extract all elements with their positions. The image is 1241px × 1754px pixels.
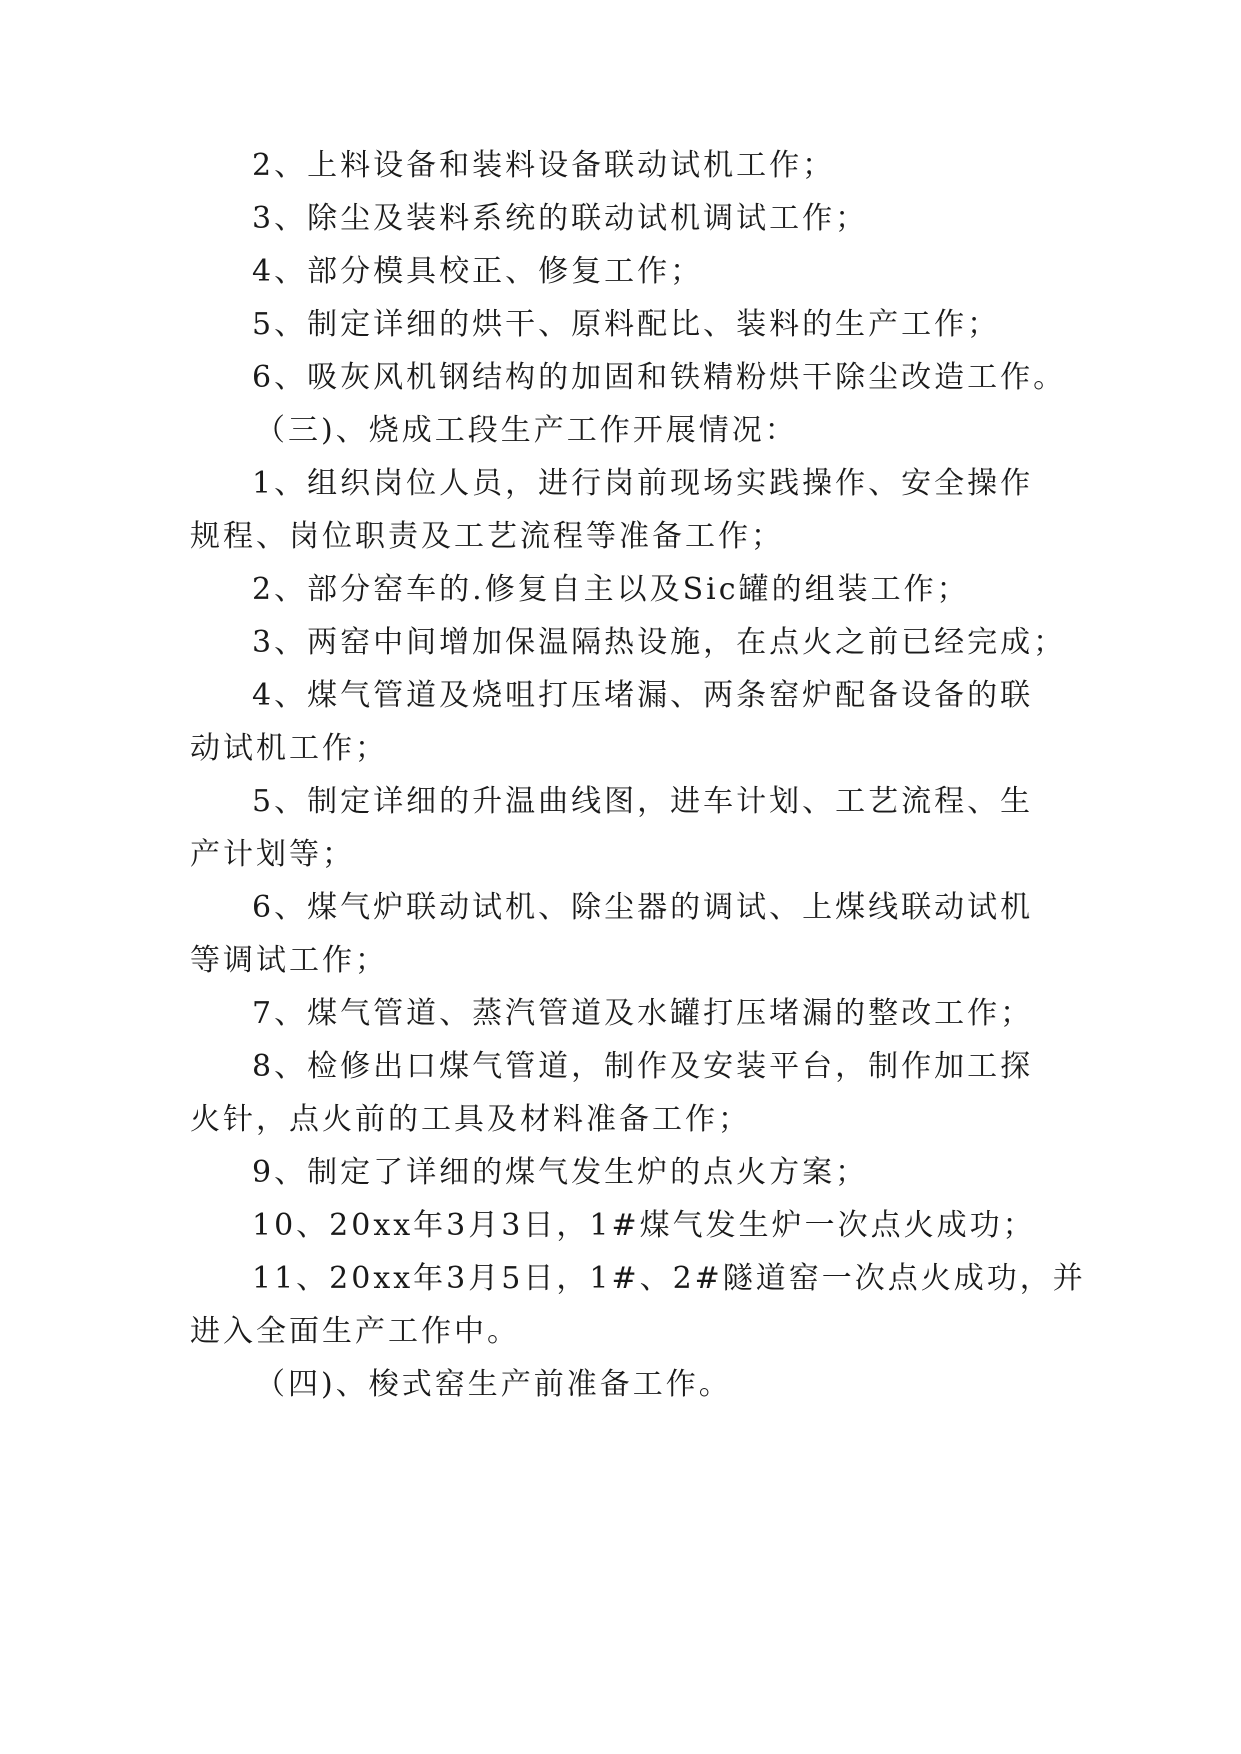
paragraph-line: 11、20xx年3月5日，1#、2#隧道窑一次点火成功，并: [252, 1261, 1086, 1296]
paragraph-line: 2、上料设备和装料设备联动试机工作；: [252, 148, 836, 183]
paragraph-line: 6、吸灰风机钢结构的加固和铁精粉烘干除尘改造工作。: [252, 360, 1067, 395]
paragraph-line: 1、组织岗位人员，进行岗前现场实践操作、安全操作: [252, 466, 1034, 501]
paragraph-line: 5、制定详细的烘干、原料配比、装料的生产工作；: [252, 307, 1001, 342]
paragraph-line: 10、20xx年3月3日，1#煤气发生炉一次点火成功；: [252, 1208, 1036, 1243]
section-heading: （三)、烧成工段生产工作开展情况：: [255, 413, 798, 448]
paragraph-line: 动试机工作；: [190, 731, 388, 766]
paragraph-line: 3、两窑中间增加保温隔热设施，在点火之前已经完成；: [252, 625, 1067, 660]
paragraph-line: 6、煤气炉联动试机、除尘器的调试、上煤线联动试机: [252, 890, 1034, 925]
paragraph-line: 规程、岗位职责及工艺流程等准备工作；: [190, 519, 784, 554]
paragraph-line: 3、除尘及装料系统的联动试机调试工作；: [252, 201, 869, 236]
section-heading: （四)、梭式窑生产前准备工作。: [255, 1367, 732, 1402]
paragraph-line: 火针，点火前的工具及材料准备工作；: [190, 1102, 751, 1137]
paragraph-line: 4、煤气管道及烧咀打压堵漏、两条窑炉配备设备的联: [252, 678, 1034, 713]
paragraph-line: 5、制定详细的升温曲线图，进车计划、工艺流程、生: [252, 784, 1034, 819]
paragraph-line: 4、部分模具校正、修复工作；: [252, 254, 704, 289]
paragraph-line: 8、检修出口煤气管道，制作及安装平台，制作加工探: [252, 1049, 1034, 1084]
paragraph-line: 等调试工作；: [190, 943, 388, 978]
paragraph-line: 进入全面生产工作中。: [190, 1314, 520, 1349]
paragraph-line: 9、制定了详细的煤气发生炉的点火方案；: [252, 1155, 869, 1190]
paragraph-line: 7、煤气管道、蒸汽管道及水罐打压堵漏的整改工作；: [252, 996, 1034, 1031]
paragraph-line: 产计划等；: [190, 837, 355, 872]
paragraph-line: 2、部分窑车的.修复自主以及Sic罐的组装工作；: [252, 572, 970, 607]
